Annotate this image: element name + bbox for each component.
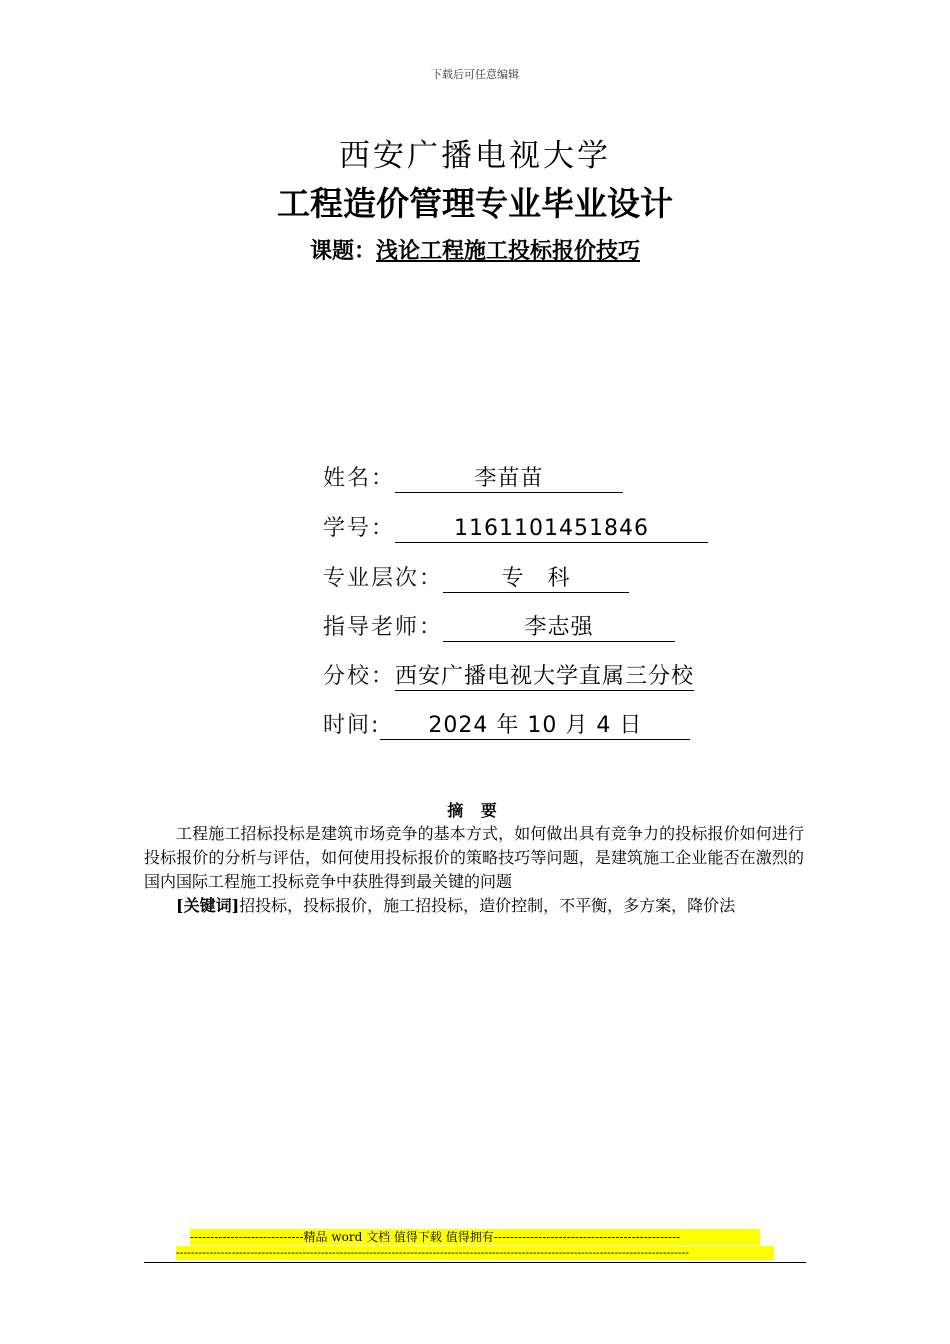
header-note: 下载后可任意编辑 — [431, 68, 519, 81]
major-title: 工程造价管理专业毕业设计 — [277, 184, 673, 223]
university-name: 西安广播电视大学 — [339, 138, 611, 174]
abstract-title: 摘 要 — [447, 801, 503, 820]
info-time-row — [287, 683, 690, 765]
keywords-label: [关键词] — [176, 896, 240, 915]
name-label: 姓名： — [322, 466, 395, 491]
footer-banner-line2: ------------------------------------------------------------------------------------------------------------------------------------------ — [176, 1246, 774, 1260]
footer-rule — [144, 1262, 806, 1263]
keywords-line — [144, 894, 804, 918]
level-label: 专业层次： — [322, 566, 443, 591]
level-value: 专 科 — [443, 566, 629, 593]
time-label: 时间: — [322, 713, 381, 738]
student-id-value: 1161101451846 — [395, 516, 708, 543]
topic-value: 浅论工程施工投标报价技巧 — [376, 239, 641, 264]
time-value: 2024 年 10 月 4 日 — [380, 713, 690, 740]
advisor-label: 指导老师： — [322, 615, 443, 640]
footer-banner-line1: ----------------------------精品 word 文档 值得下载 值得拥有---------------------------------------------- — [190, 1229, 760, 1245]
name-value: 李苗苗 — [395, 466, 623, 493]
abstract-body: 工程施工招标投标是建筑市场竞争的基本方式，如何做出具有竞争力的投标报价如何进行投标报价的分析与评估，如何使用投标报价的策略技巧等问题，是建筑施工企业能否在激烈的国内国际工程施工投标竞争中获胜得到最关键的问题 — [144, 824, 804, 891]
abstract-section — [144, 822, 804, 918]
advisor-value: 李志强 — [443, 615, 675, 642]
student-id-label: 学号： — [322, 516, 395, 541]
topic-line — [0, 234, 950, 265]
branch-value: 西安广播电视大学直属三分校 — [395, 664, 695, 689]
keywords-text: 招投标，投标报价，施工招投标，造价控制，不平衡，多方案，降价法 — [239, 896, 736, 915]
topic-label: 课题： — [309, 239, 376, 264]
branch-label: 分校： — [322, 664, 395, 689]
